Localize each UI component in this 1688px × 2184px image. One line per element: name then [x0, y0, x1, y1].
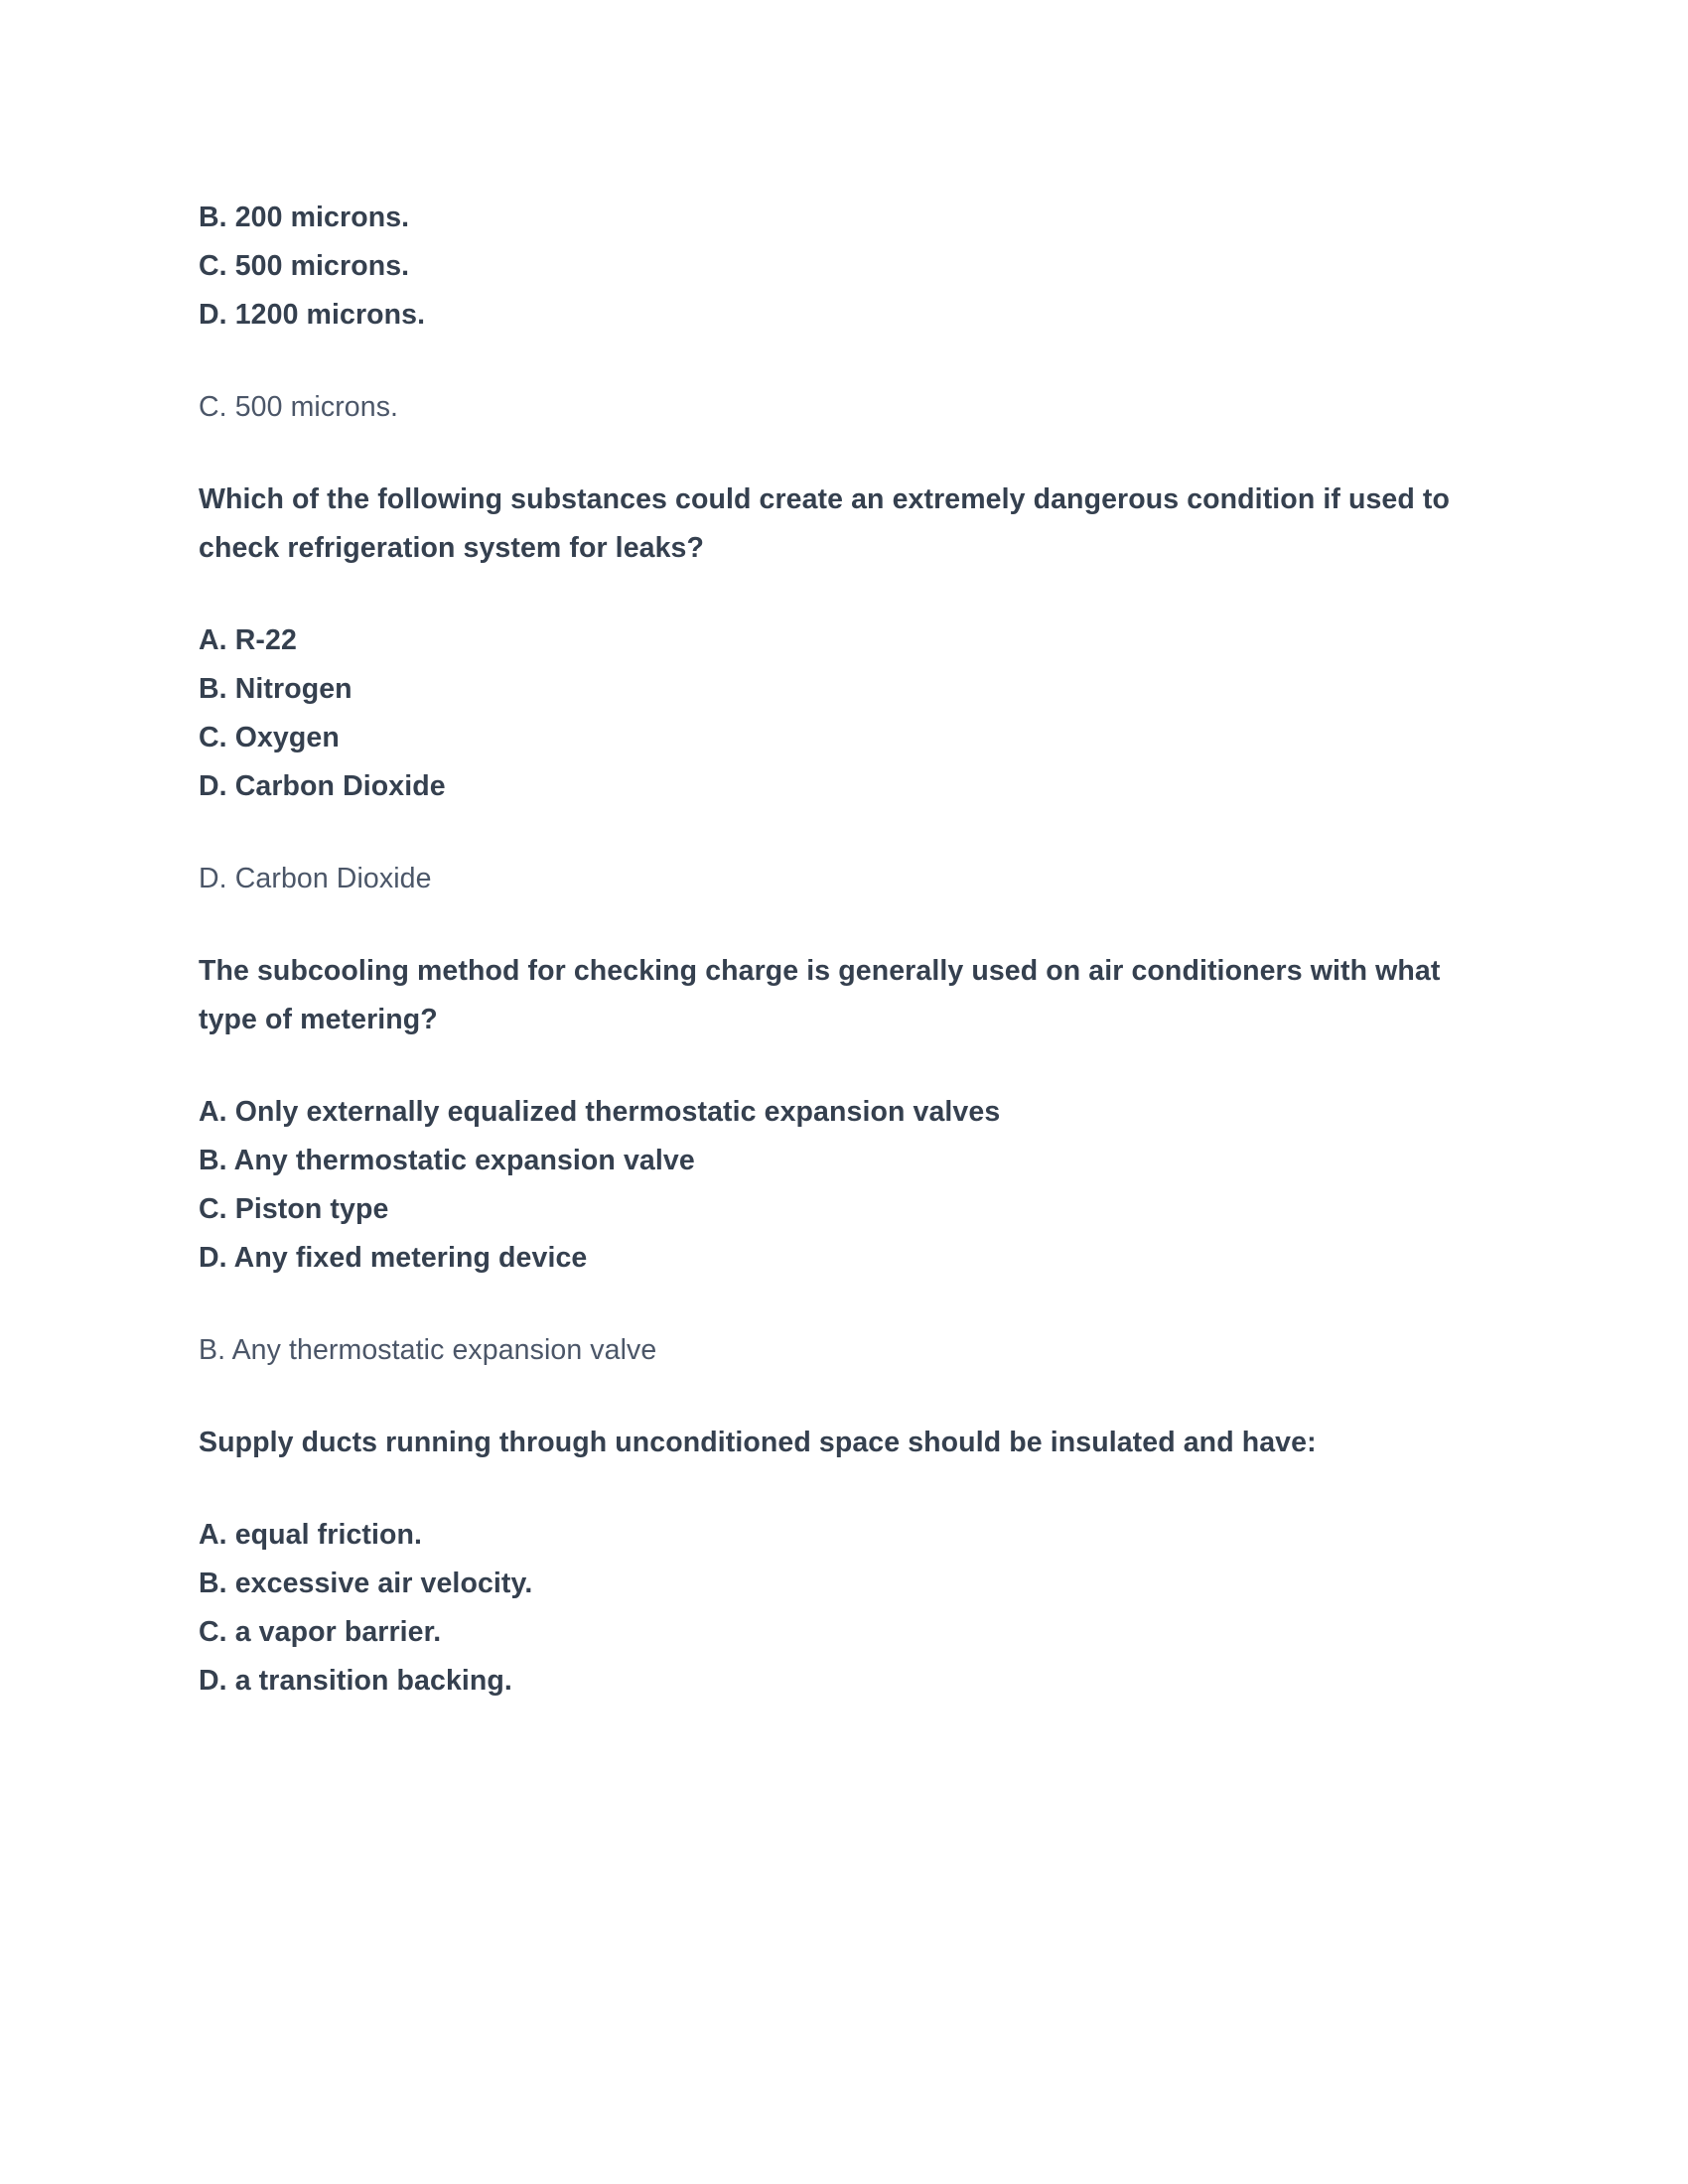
spacer — [199, 811, 1489, 855]
option-line: D. 1200 microns. — [199, 299, 426, 332]
spacer — [199, 1044, 1489, 1088]
option-line: D. a transition backing. — [199, 1665, 512, 1698]
option-line: A. equal friction. — [199, 1519, 423, 1552]
answer-options-group-4 — [199, 1511, 1489, 1706]
spacer — [199, 903, 1489, 947]
option-line: C. Oxygen — [199, 722, 340, 754]
question-text: Which of the following substances could create an extremely dangerous condition if used to check refrigeration system for leaks? — [199, 483, 1451, 565]
question-text: The subcooling method for checking charge is generally used on air conditioners with what type of metering? — [199, 955, 1441, 1036]
answer-options-group-1 — [199, 194, 1489, 340]
spacer — [199, 1467, 1489, 1511]
option-line: A. R-22 — [199, 624, 297, 657]
answer-line: B. Any thermostatic expansion valve — [199, 1334, 657, 1367]
option-line: C. Piston type — [199, 1193, 389, 1226]
option-line: B. excessive air velocity. — [199, 1568, 533, 1600]
spacer — [199, 1283, 1489, 1326]
option-line: B. Nitrogen — [199, 673, 352, 706]
answer-options-group-2 — [199, 616, 1489, 811]
question-text: Supply ducts running through unconditioned space should be insulated and have: — [199, 1427, 1317, 1459]
option-line: C. a vapor barrier. — [199, 1616, 442, 1649]
option-line: D. Any fixed metering device — [199, 1242, 588, 1275]
option-line: B. Any thermostatic expansion valve — [199, 1145, 695, 1177]
option-line: C. 500 microns. — [199, 250, 410, 283]
answer-line: D. Carbon Dioxide — [199, 863, 432, 895]
option-line: A. Only externally equalized thermostatic expansion valves — [199, 1096, 1001, 1129]
spacer — [199, 340, 1489, 383]
spacer — [199, 573, 1489, 616]
answer-line: C. 500 microns. — [199, 391, 399, 424]
option-line: B. 200 microns. — [199, 202, 410, 233]
spacer — [199, 1375, 1489, 1419]
answer-options-group-3 — [199, 1088, 1489, 1283]
spacer — [199, 432, 1489, 476]
option-line: D. Carbon Dioxide — [199, 770, 446, 803]
